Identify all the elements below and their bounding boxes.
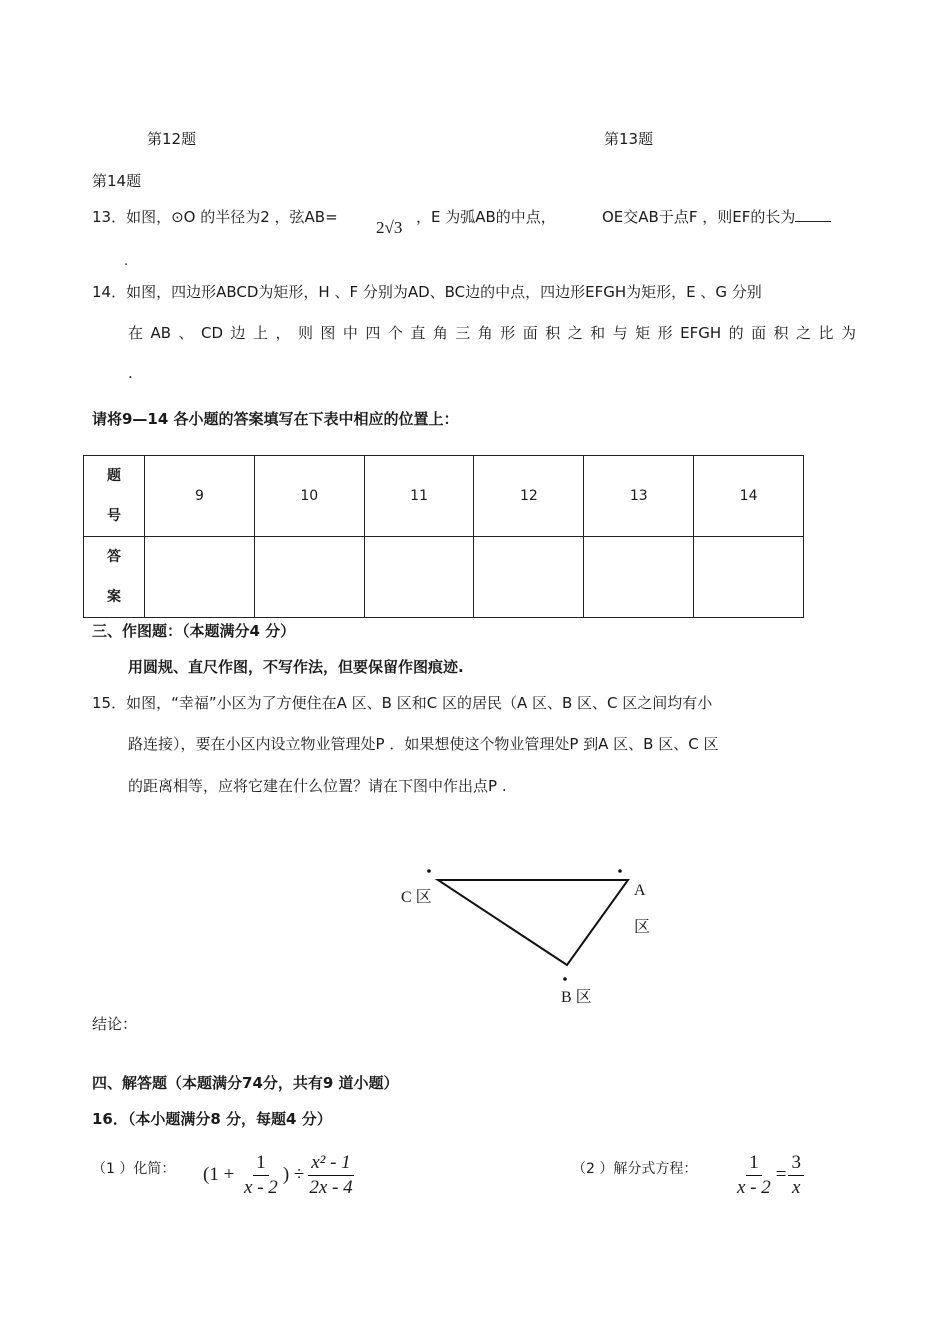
figure-caption-q12: 第12题	[147, 130, 197, 148]
q14-line1: 14．如图，四边形ABCD为矩形，H 、F 分别为AD、BC边的中点，四边形EFGH为矩形，E 、G 分别	[92, 283, 762, 301]
label-a-district: A	[634, 882, 646, 899]
question-number-cell: 13	[584, 456, 694, 537]
q16-expression-1	[203, 1152, 358, 1199]
fraction	[734, 1152, 774, 1199]
q13-tail-mark: .	[124, 254, 129, 269]
expr1-open: (1 +	[203, 1163, 240, 1185]
numerator: 3	[788, 1152, 804, 1176]
table-row-numbers	[84, 456, 804, 537]
triangle-diagram	[390, 860, 670, 1010]
denominator: x	[792, 1177, 801, 1198]
figure-caption-q13: 第13题	[604, 130, 654, 148]
answer-cell[interactable]	[474, 537, 584, 618]
section3-title: 三、作图题：（本题满分4 分）	[92, 622, 296, 640]
denominator: 2x - 4	[309, 1177, 353, 1198]
question-number-cell: 14	[694, 456, 804, 537]
label-a-district-suffix: 区	[634, 919, 651, 936]
table-row-answers	[84, 537, 804, 618]
answer-blank[interactable]	[795, 207, 831, 222]
answer-cell[interactable]	[364, 537, 474, 618]
label-c-district: C 区	[401, 889, 432, 906]
table-instruction: 请将9—14 各小题的答案填写在下表中相应的位置上：	[92, 410, 459, 428]
numerator: 1	[746, 1152, 762, 1176]
row-header-char: 题	[107, 468, 121, 484]
q13-text-c	[602, 206, 831, 227]
section3-instruction: 用圆规、直尺作图，不写作法，但要保留作图痕迹.	[128, 658, 464, 676]
answer-table	[83, 455, 804, 618]
denominator: x - 2	[244, 1177, 278, 1198]
row-header-char: 答	[107, 549, 121, 565]
q13-text-a: 13．如图，⊙O 的半径为2 ，弦AB=	[92, 208, 338, 226]
row-header-char: 案	[107, 589, 121, 605]
conclusion-label: 结论：	[92, 1015, 138, 1033]
point-c-dot	[427, 869, 431, 873]
q16-header: 16．（本小题满分8 分，每题4 分）	[92, 1110, 332, 1128]
q15-line2: 路连接），要在小区内设立物业管理处P ．如果想使这个物业管理处P 到A 区、B 区、C 区	[128, 735, 719, 753]
numerator: x² - 1	[308, 1152, 353, 1176]
answer-cell[interactable]	[145, 537, 255, 618]
q13-text-c-body: OE交AB于点F ，则EF的长为	[602, 208, 796, 226]
q16-part1-label: （1 ）化简：	[92, 1161, 176, 1177]
q16-expression-2	[732, 1152, 806, 1199]
q13-text-b: ，E 为弧AB的中点，	[416, 208, 556, 226]
fraction	[788, 1152, 804, 1199]
point-a-dot	[618, 869, 622, 873]
figure-caption-q14: 第14题	[92, 172, 142, 190]
fraction	[241, 1152, 281, 1199]
answer-cell[interactable]	[584, 537, 694, 618]
q13-sqrt-expression: 2√3	[376, 218, 403, 237]
q15-line3: 的距离相等，应将它建在什么位置？请在下图中作出点P .	[128, 777, 507, 795]
question-number-cell: 11	[364, 456, 474, 537]
section4-title: 四、解答题（本题满分74分，共有9 道小题）	[92, 1074, 399, 1092]
expr1-close: ) ÷	[282, 1163, 305, 1185]
q16-part2-label: （2 ）解分式方程：	[572, 1161, 698, 1177]
label-b-district: B 区	[561, 989, 592, 1006]
denominator: x - 2	[737, 1177, 771, 1198]
question-number-cell: 10	[254, 456, 364, 537]
point-b-dot	[563, 977, 567, 981]
numerator: 1	[253, 1152, 269, 1176]
fraction	[306, 1152, 355, 1199]
row-header-answer	[84, 537, 145, 618]
q15-line1: 15．如图，“幸福”小区为了方便住在A 区、B 区和C 区的居民（A 区、B 区、C 区之间均有小	[92, 694, 713, 712]
q14-line2: 在AB、CD边上，则图中四个直角三角形面积之和与矩形EFGH的面积之比为	[128, 324, 856, 342]
equals-sign: =	[775, 1163, 787, 1185]
row-header-char: 号	[107, 508, 121, 524]
question-number-cell: 12	[474, 456, 584, 537]
q14-line3: .	[128, 364, 133, 382]
question-number-cell: 9	[145, 456, 255, 537]
answer-cell[interactable]	[694, 537, 804, 618]
triangle-abc	[438, 880, 628, 965]
row-header-number	[84, 456, 145, 537]
answer-cell[interactable]	[254, 537, 364, 618]
